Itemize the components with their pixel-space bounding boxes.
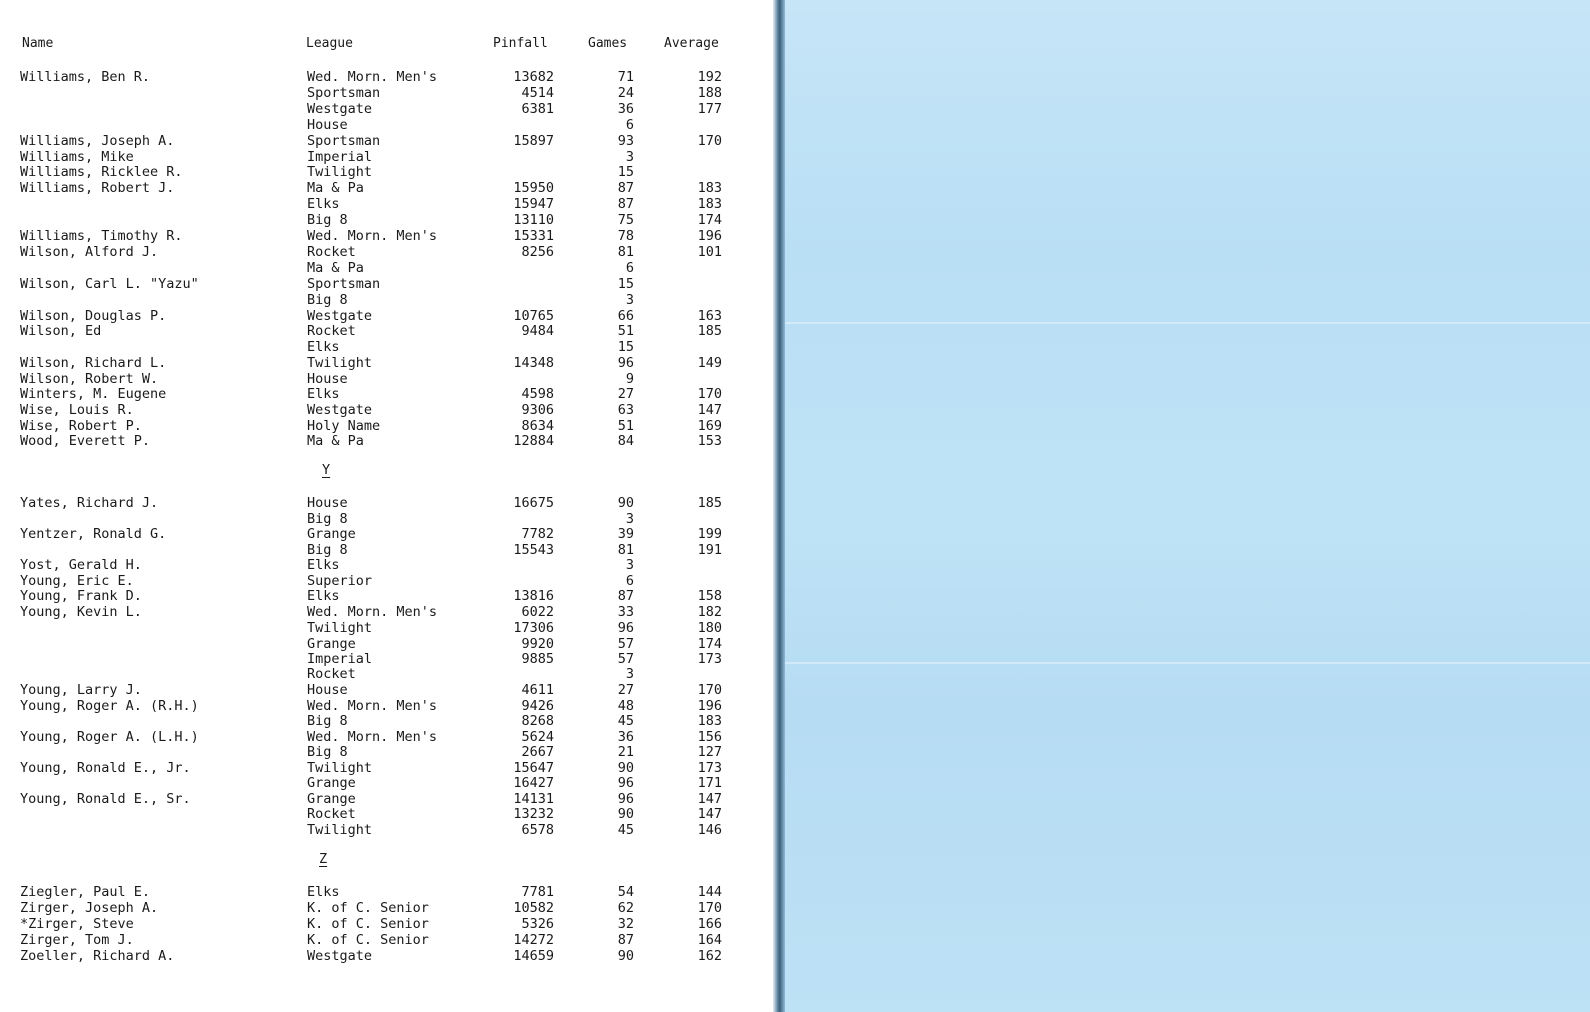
league-name: Elks (307, 196, 340, 212)
average-value: 170 (697, 900, 722, 916)
average-value: 166 (697, 916, 722, 932)
pinfall-value: 15950 (513, 180, 554, 196)
table-row (0, 636, 773, 652)
league-name: House (307, 495, 348, 511)
league-name: Wed. Morn. Men's (307, 69, 438, 85)
games-value: 45 (617, 713, 634, 729)
games-value: 78 (617, 228, 634, 244)
table-row (0, 651, 773, 667)
league-name: Imperial (307, 149, 373, 165)
games-value: 75 (617, 212, 634, 228)
pinfall-value: 16427 (513, 775, 554, 791)
section-letter-y: Y (322, 462, 331, 478)
games-value: 33 (617, 604, 634, 620)
table-row (0, 228, 773, 244)
league-name: Big 8 (307, 292, 348, 308)
table-row (0, 698, 773, 714)
games-value: 93 (617, 133, 634, 149)
average-value: 156 (697, 729, 722, 745)
header-games: Games (588, 36, 628, 51)
bowler-name: Young, Ronald E., Jr. (20, 760, 191, 776)
bowler-name: Wilson, Robert W. (20, 371, 159, 387)
table-row (0, 133, 773, 149)
table-row (0, 682, 773, 698)
pinfall-value: 14659 (513, 948, 554, 964)
bowler-name: Wilson, Carl L. "Yazu" (20, 276, 199, 292)
table-row (0, 386, 773, 402)
pinfall-value: 4514 (521, 85, 554, 101)
league-name: Elks (307, 884, 340, 900)
bowler-name: Wise, Louis R. (20, 402, 134, 418)
games-value: 84 (617, 433, 634, 449)
league-name: K. of C. Senior (307, 916, 429, 932)
bowler-name: Williams, Robert J. (20, 180, 175, 196)
header-pinfall: Pinfall (493, 36, 548, 51)
games-value: 15 (617, 276, 634, 292)
bowler-name: Winters, M. Eugene (20, 386, 167, 402)
games-value: 96 (617, 775, 634, 791)
league-name: Elks (307, 588, 340, 604)
pinfall-value: 12884 (513, 433, 554, 449)
games-value: 62 (617, 900, 634, 916)
table-row (0, 149, 773, 165)
league-name: Big 8 (307, 212, 348, 228)
pinfall-value: 17306 (513, 620, 554, 636)
games-value: 3 (625, 149, 634, 165)
league-name: Sportsman (307, 276, 381, 292)
pinfall-value: 9484 (521, 323, 554, 339)
left-page (0, 0, 773, 1012)
games-value: 96 (617, 791, 634, 807)
table-row (0, 433, 773, 449)
average-value: 149 (697, 355, 722, 371)
average-value: 170 (697, 386, 722, 402)
average-value: 196 (697, 698, 722, 714)
average-value: 164 (697, 932, 722, 948)
average-value: 196 (697, 228, 722, 244)
league-name: Grange (307, 775, 356, 791)
table-row (0, 573, 773, 589)
league-name: Big 8 (307, 744, 348, 760)
bowler-name: *Zirger, Steve (20, 916, 134, 932)
bowler-name: Williams, Ben R. (20, 69, 151, 85)
league-name: House (307, 682, 348, 698)
league-name: Elks (307, 339, 340, 355)
league-name: Westgate (307, 402, 373, 418)
games-value: 3 (625, 511, 634, 527)
table-row (0, 620, 773, 636)
average-value: 183 (697, 180, 722, 196)
pinfall-value: 6381 (521, 101, 554, 117)
table-row (0, 276, 773, 292)
games-value: 81 (617, 542, 634, 558)
bowler-name: Zoeller, Richard A. (20, 948, 175, 964)
games-value: 87 (617, 588, 634, 604)
table-row (0, 526, 773, 542)
league-name: Elks (307, 386, 340, 402)
average-value: 162 (697, 948, 722, 964)
right-page-blank (785, 0, 1590, 1012)
bowler-name: Wilson, Alford J. (20, 244, 159, 260)
league-name: K. of C. Senior (307, 900, 429, 916)
league-name: Rocket (307, 666, 356, 682)
bowler-name: Young, Eric E. (20, 573, 134, 589)
pinfall-value: 15331 (513, 228, 554, 244)
average-value: 153 (697, 433, 722, 449)
table-row (0, 339, 773, 355)
pinfall-value: 9306 (521, 402, 554, 418)
league-name: Rocket (307, 806, 356, 822)
table-row (0, 916, 773, 932)
table-row (0, 260, 773, 276)
page-fold (773, 0, 785, 1012)
average-value: 177 (697, 101, 722, 117)
bowler-name: Yentzer, Ronald G. (20, 526, 167, 542)
table-row (0, 806, 773, 822)
games-value: 3 (625, 666, 634, 682)
league-name: Twilight (307, 164, 373, 180)
league-name: House (307, 371, 348, 387)
pinfall-value: 10765 (513, 308, 554, 324)
games-value: 27 (617, 682, 634, 698)
league-name: Westgate (307, 308, 373, 324)
games-value: 54 (617, 884, 634, 900)
table-row (0, 308, 773, 324)
table-row (0, 292, 773, 308)
league-name: Ma & Pa (307, 180, 364, 196)
table-row (0, 323, 773, 339)
header-average: Average (664, 36, 719, 51)
pinfall-value: 13682 (513, 69, 554, 85)
games-value: 81 (617, 244, 634, 260)
header-name: Name (22, 36, 54, 51)
games-value: 36 (617, 729, 634, 745)
games-value: 24 (617, 85, 634, 101)
league-name: Ma & Pa (307, 433, 364, 449)
bowler-name: Young, Roger A. (R.H.) (20, 698, 199, 714)
league-name: Grange (307, 636, 356, 652)
pinfall-value: 8634 (521, 418, 554, 434)
games-value: 39 (617, 526, 634, 542)
average-value: 185 (697, 323, 722, 339)
pinfall-value: 8256 (521, 244, 554, 260)
pinfall-value: 14348 (513, 355, 554, 371)
table-row (0, 729, 773, 745)
bowler-name: Wood, Everett P. (20, 433, 151, 449)
average-value: 173 (697, 651, 722, 667)
average-value: 146 (697, 822, 722, 838)
header-league: League (306, 36, 353, 51)
table-row (0, 588, 773, 604)
average-value: 174 (697, 636, 722, 652)
pinfall-value: 13110 (513, 212, 554, 228)
league-name: Superior (307, 573, 373, 589)
pinfall-value: 8268 (521, 713, 554, 729)
league-name: Wed. Morn. Men's (307, 228, 438, 244)
table-row (0, 948, 773, 964)
league-name: Wed. Morn. Men's (307, 729, 438, 745)
table-row (0, 604, 773, 620)
pinfall-value: 15897 (513, 133, 554, 149)
games-value: 6 (625, 117, 634, 133)
pinfall-value: 13232 (513, 806, 554, 822)
games-value: 9 (625, 371, 634, 387)
games-value: 3 (625, 292, 634, 308)
average-value: 147 (697, 402, 722, 418)
pinfall-value: 4598 (521, 386, 554, 402)
pinfall-value: 14131 (513, 791, 554, 807)
bowler-name: Williams, Joseph A. (20, 133, 175, 149)
league-name: Twilight (307, 822, 373, 838)
average-value: 185 (697, 495, 722, 511)
games-value: 51 (617, 418, 634, 434)
league-name: Westgate (307, 948, 373, 964)
games-value: 90 (617, 948, 634, 964)
table-row (0, 85, 773, 101)
league-name: Grange (307, 791, 356, 807)
table-row (0, 196, 773, 212)
bowler-name: Wise, Robert P. (20, 418, 142, 434)
league-name: Wed. Morn. Men's (307, 604, 438, 620)
average-value: 144 (697, 884, 722, 900)
pinfall-value: 7782 (521, 526, 554, 542)
games-value: 96 (617, 620, 634, 636)
table-row (0, 164, 773, 180)
average-value: 158 (697, 588, 722, 604)
table-row (0, 900, 773, 916)
games-value: 90 (617, 495, 634, 511)
games-value: 90 (617, 806, 634, 822)
table-row (0, 884, 773, 900)
games-value: 15 (617, 339, 634, 355)
games-value: 6 (625, 573, 634, 589)
league-name: Sportsman (307, 133, 381, 149)
average-value: 174 (697, 212, 722, 228)
table-row (0, 744, 773, 760)
average-value: 183 (697, 713, 722, 729)
average-value: 199 (697, 526, 722, 542)
table-row (0, 69, 773, 85)
league-name: Big 8 (307, 511, 348, 527)
bowler-name: Young, Kevin L. (20, 604, 142, 620)
pinfall-value: 15647 (513, 760, 554, 776)
league-name: Elks (307, 557, 340, 573)
games-value: 66 (617, 308, 634, 324)
table-row (0, 212, 773, 228)
games-value: 6 (625, 260, 634, 276)
league-name: Sportsman (307, 85, 381, 101)
games-value: 96 (617, 355, 634, 371)
games-value: 90 (617, 760, 634, 776)
average-value: 163 (697, 308, 722, 324)
pinfall-value: 6022 (521, 604, 554, 620)
pinfall-value: 16675 (513, 495, 554, 511)
bowler-name: Zirger, Tom J. (20, 932, 134, 948)
pinfall-value: 10582 (513, 900, 554, 916)
pinfall-value: 6578 (521, 822, 554, 838)
league-name: Rocket (307, 244, 356, 260)
games-value: 3 (625, 557, 634, 573)
games-value: 36 (617, 101, 634, 117)
pinfall-value: 13816 (513, 588, 554, 604)
average-value: 191 (697, 542, 722, 558)
pinfall-value: 4611 (521, 682, 554, 698)
bowler-name: Young, Roger A. (L.H.) (20, 729, 199, 745)
pinfall-value: 9426 (521, 698, 554, 714)
pinfall-value: 15947 (513, 196, 554, 212)
league-name: Westgate (307, 101, 373, 117)
average-value: 188 (697, 85, 722, 101)
average-value: 170 (697, 682, 722, 698)
average-value: 147 (697, 806, 722, 822)
pinfall-value: 5326 (521, 916, 554, 932)
games-value: 71 (617, 69, 634, 85)
games-value: 32 (617, 916, 634, 932)
table-row (0, 557, 773, 573)
table-row (0, 355, 773, 371)
table-row (0, 117, 773, 133)
league-name: Holy Name (307, 418, 381, 434)
games-value: 21 (617, 744, 634, 760)
bowler-name: Young, Larry J. (20, 682, 142, 698)
league-name: Big 8 (307, 542, 348, 558)
table-row (0, 371, 773, 387)
pinfall-value: 5624 (521, 729, 554, 745)
average-value: 147 (697, 791, 722, 807)
table-row (0, 402, 773, 418)
games-value: 87 (617, 196, 634, 212)
pinfall-value: 7781 (521, 884, 554, 900)
pinfall-value: 9920 (521, 636, 554, 652)
table-row (0, 791, 773, 807)
games-value: 51 (617, 323, 634, 339)
table-row (0, 760, 773, 776)
games-value: 27 (617, 386, 634, 402)
table-row (0, 932, 773, 948)
games-value: 45 (617, 822, 634, 838)
games-value: 48 (617, 698, 634, 714)
bowler-name: Young, Ronald E., Sr. (20, 791, 191, 807)
games-value: 63 (617, 402, 634, 418)
bowler-name: Wilson, Ed (20, 323, 102, 339)
league-name: Imperial (307, 651, 373, 667)
table-row (0, 180, 773, 196)
table-row (0, 822, 773, 838)
bowler-name: Wilson, Richard L. (20, 355, 167, 371)
league-name: Wed. Morn. Men's (307, 698, 438, 714)
bowler-name: Wilson, Douglas P. (20, 308, 167, 324)
average-value: 180 (697, 620, 722, 636)
games-value: 87 (617, 932, 634, 948)
table-row (0, 666, 773, 682)
bowler-name: Yost, Gerald H. (20, 557, 142, 573)
table-row (0, 775, 773, 791)
bowler-name: Williams, Timothy R. (20, 228, 183, 244)
average-value: 101 (697, 244, 722, 260)
average-value: 127 (697, 744, 722, 760)
pinfall-value: 9885 (521, 651, 554, 667)
games-value: 15 (617, 164, 634, 180)
table-row (0, 418, 773, 434)
average-value: 183 (697, 196, 722, 212)
pinfall-value: 15543 (513, 542, 554, 558)
table-row (0, 511, 773, 527)
league-name: K. of C. Senior (307, 932, 429, 948)
section-letter-z: Z (319, 851, 328, 867)
average-value: 182 (697, 604, 722, 620)
average-value: 169 (697, 418, 722, 434)
bowler-name: Williams, Ricklee R. (20, 164, 183, 180)
bowler-name: Zirger, Joseph A. (20, 900, 159, 916)
bowler-name: Yates, Richard J. (20, 495, 159, 511)
league-name: Twilight (307, 620, 373, 636)
league-name: Ma & Pa (307, 260, 364, 276)
table-row (0, 244, 773, 260)
bowler-name: Ziegler, Paul E. (20, 884, 151, 900)
average-value: 170 (697, 133, 722, 149)
league-name: Big 8 (307, 713, 348, 729)
pinfall-value: 2667 (521, 744, 554, 760)
table-row (0, 713, 773, 729)
pinfall-value: 14272 (513, 932, 554, 948)
average-value: 192 (697, 69, 722, 85)
bowler-name: Williams, Mike (20, 149, 134, 165)
average-value: 173 (697, 760, 722, 776)
league-name: Grange (307, 526, 356, 542)
games-value: 57 (617, 651, 634, 667)
games-value: 87 (617, 180, 634, 196)
bowler-name: Young, Frank D. (20, 588, 142, 604)
table-row (0, 542, 773, 558)
league-name: Twilight (307, 760, 373, 776)
table-row (0, 495, 773, 511)
league-name: House (307, 117, 348, 133)
games-value: 57 (617, 636, 634, 652)
average-value: 171 (697, 775, 722, 791)
league-name: Rocket (307, 323, 356, 339)
table-row (0, 101, 773, 117)
league-name: Twilight (307, 355, 373, 371)
